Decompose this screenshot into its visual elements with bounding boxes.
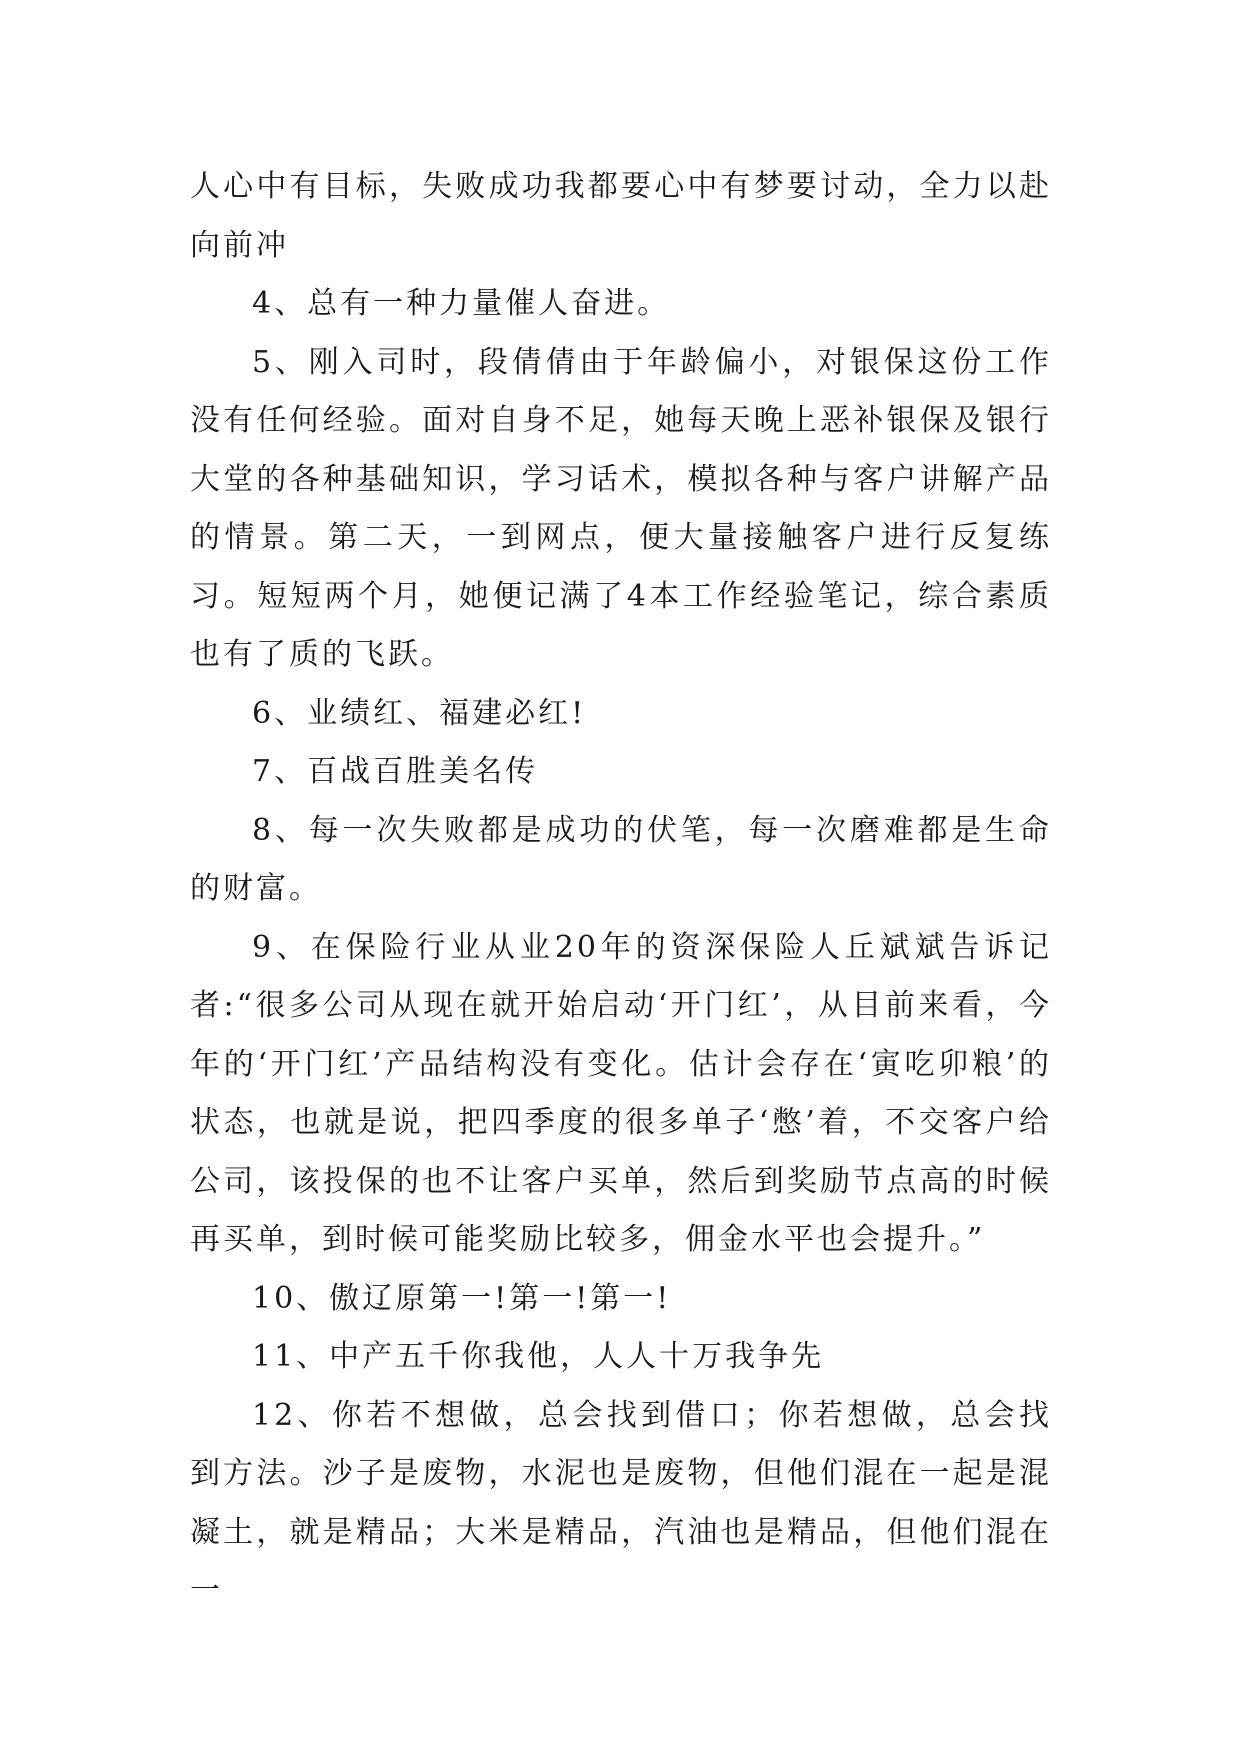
paragraph-item-5: 5、刚入司时，段倩倩由于年龄偏小，对银保这份工作没有任何经验。面对自身不足，她每天晚上恶补银保及银行大堂的各种基础知识，学习话术，模拟各种与客户讲解产品的情景。第二天，一到网点，便大量接触客户进行反复练习。短短两个月，她便记满了4本工作经验笔记，综合素质也有了质的飞跃。 xyxy=(190,344,1052,672)
paragraph-item-12: 12、你若不想做，总会找到借口；你若想做，总会找到方法。沙子是废物，水泥也是废物，但他们混在一起是混凝土，就是精品；大米是精品，汽油也是精品，但他们混在一 xyxy=(190,1397,1052,1608)
paragraph-continuation: 人心中有目标，失败成功我都要心中有梦要讨动，全力以赴向前冲 xyxy=(190,169,1052,263)
paragraph-item-7: 7、百战百胜美名传 xyxy=(252,754,539,789)
paragraph-item-4: 4、总有一种力量催人奋进。 xyxy=(252,286,671,321)
paragraph-item-9: 9、在保险行业从业20年的资深保险人丘斌斌告诉记者:“很多公司从现在就开始启动‘开门红’，从目前来看，今年的‘开门红’产品结构没有变化。估计会存在‘寅吃卯粮’的状态，也就是说，把四季度的很多单子‘憋’着，不交客户给公司，该投保的也不让客户买单，然后到奖励节点高的时候再买单，到时候可能奖励比较多，佣金水平也会提升。” xyxy=(190,929,1052,1257)
paragraph-item-11: 11、中产五千你我他，人人十万我争先 xyxy=(252,1339,825,1374)
document-body xyxy=(190,158,1052,1621)
paragraph-item-10: 10、傲辽原第一!第一!第一! xyxy=(252,1280,672,1316)
paragraph-item-8: 8、每一次失败都是成功的伏笔，每一次磨难都是生命的财富。 xyxy=(190,812,1052,906)
paragraph-item-6: 6、业绩红、福建必红! xyxy=(252,695,587,731)
